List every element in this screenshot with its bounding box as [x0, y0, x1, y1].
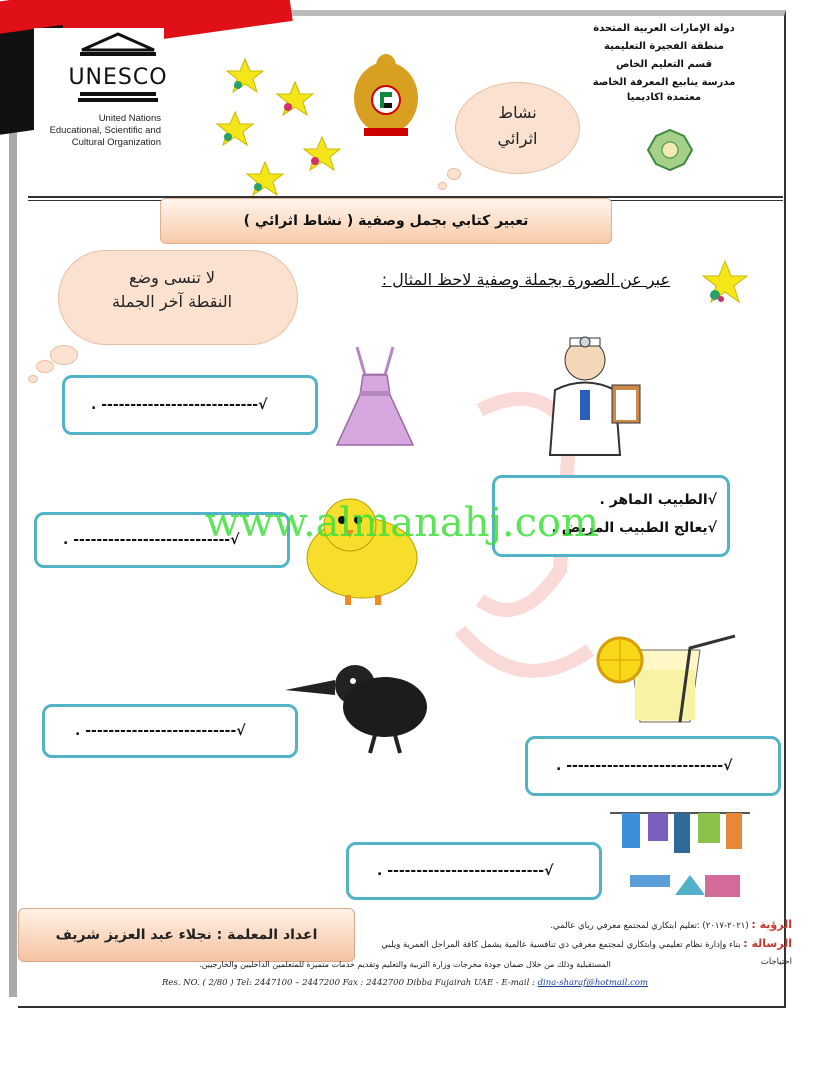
dress-picture — [335, 345, 415, 450]
example-line-1: √الطبيب الماهر . — [599, 492, 717, 508]
svg-text:UNESCO: UNESCO — [68, 65, 168, 90]
doctor-picture — [530, 330, 660, 455]
answer-box-laundry[interactable]: . ---------------------------√ — [346, 842, 602, 900]
laundry-picture — [610, 805, 750, 905]
left-border-bar — [9, 12, 17, 997]
answer-box-crow[interactable]: . --------------------------√ — [42, 704, 298, 758]
stars-decoration — [210, 55, 350, 195]
footer-mission-continued: المستقبلية وذلك من خلال ضمان جودة مخرجات وزارة التربية والتعليم وتقديم خدمات متميزة للمتعلمين الداخليين والخارجيين. — [199, 960, 611, 969]
website-watermark: www.almanahj.com — [205, 500, 600, 546]
answer-box-dress[interactable]: . ---------------------------√ — [62, 375, 318, 435]
school-logo — [640, 128, 700, 174]
answer-box-lemonade[interactable]: . ---------------------------√ — [525, 736, 781, 796]
school-header: دولة الإمارات العربية المتحدة منطقة الفجيرة التعليمية قسم التعليم الخاص مدرسة ينابيع المعرفة الخاصة معتمدة اكاديميا — [592, 23, 736, 103]
lemonade-picture — [590, 630, 740, 725]
crow-picture — [285, 655, 435, 755]
uae-emblem-icon — [350, 48, 422, 140]
footer-vision-mission: الرؤية : (٢٠٢١-٢٠١٧) :تعليم ابتكاري لمجتمع معرفي رياي عالمي. الرسالة : بناء وإدارة نظام تعليمي وابتكاري لمجتمع معرفي ذي تنافسية عالمية يشمل كافة المراحل العمرية ويلبي احتياجات — [381, 918, 792, 967]
activity-label: نشاط اثرائي — [497, 103, 538, 148]
answer-box-chick[interactable]: . ---------------------------√ — [34, 512, 290, 568]
worksheet-title: تعبير كتابي بجمل وصفية ( نشاط اثرائي ) — [160, 198, 612, 244]
teacher-name-box: اعداد المعلمة : نجلاء عبد العزيز شريف — [18, 908, 355, 962]
unesco-caption: United Nations Educational, Scientific and Cultural Organization — [49, 113, 161, 148]
instruction-text: عبر عن الصورة بجملة وصفية لاحظ المثال : — [381, 270, 670, 289]
example-line-2: √يعالج الطبيب المريض . — [551, 520, 717, 536]
email-link[interactable]: dina-sharaf@hotmail.com — [537, 978, 649, 988]
reminder-text: لا تنسى وضع النقطة آخر الجملة — [111, 268, 233, 311]
footer-contact: Res. NO. ( 2/80 ) Tel: 2447100 – 2447200 Fax : 2442700 Dibba Fujairah UAE - E-mail : dina-sharaf@hotmail.com — [161, 978, 649, 988]
unesco-logo — [68, 32, 168, 104]
star-icon — [700, 258, 750, 308]
